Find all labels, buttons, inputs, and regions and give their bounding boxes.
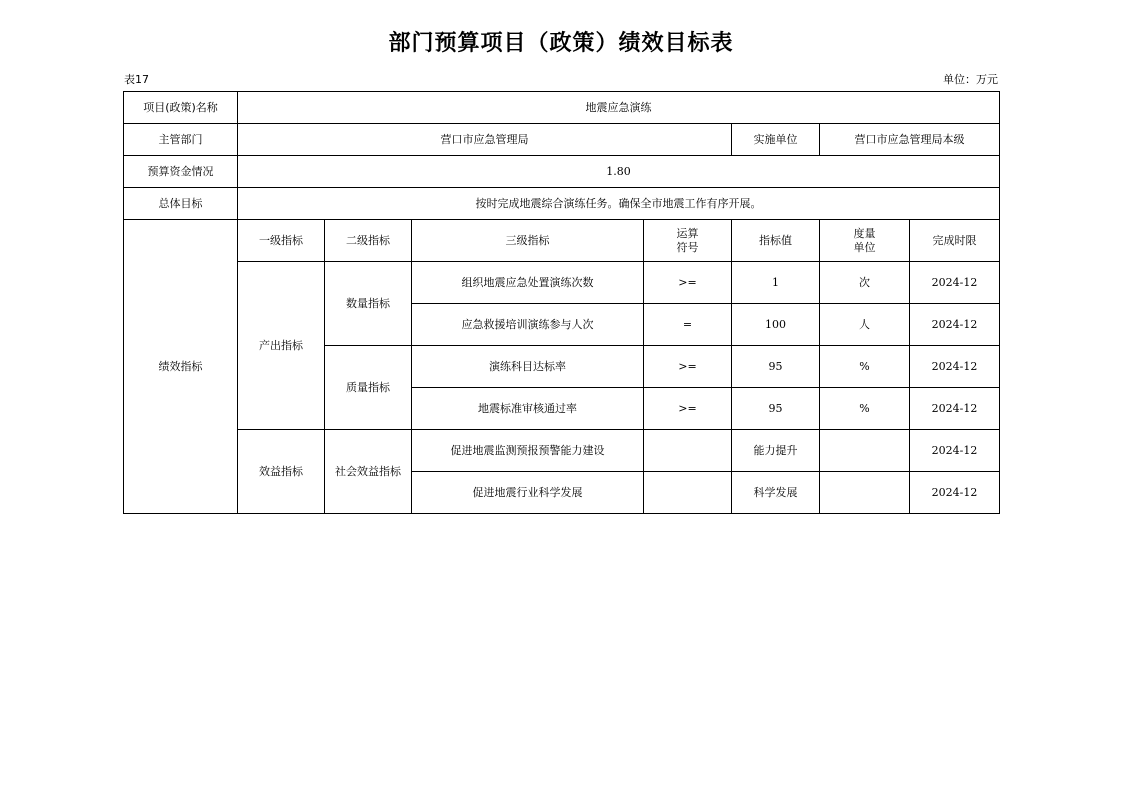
indicator-unit: 次 [820, 262, 910, 304]
group-benefit: 效益指标 [238, 430, 325, 514]
indicator-deadline: 2024-12 [910, 304, 1000, 346]
dept-label: 主管部门 [124, 124, 238, 156]
subgroup-social: 社会效益指标 [325, 430, 412, 514]
subgroup-quantity: 数量指标 [325, 262, 412, 346]
indicator-row [124, 262, 1000, 304]
page-title: 部门预算项目（政策）绩效目标表 [388, 31, 734, 56]
impl-unit-label: 实施单位 [732, 124, 820, 156]
indicator-name: 演练科目达标率 [412, 346, 644, 388]
header-l3: 三级指标 [412, 220, 644, 262]
indicator-deadline: 2024-12 [910, 388, 1000, 430]
indicator-unit [820, 472, 910, 514]
indicator-operator: >= [644, 262, 732, 304]
indicator-deadline: 2024-12 [910, 472, 1000, 514]
unit-label: 单位：万元 [943, 73, 998, 86]
indicator-operator: = [644, 304, 732, 346]
indicator-name: 促进地震监测预报预警能力建设 [412, 430, 644, 472]
indicator-operator: >= [644, 346, 732, 388]
impl-unit-value: 营口市应急管理局本级 [820, 124, 1000, 156]
indicator-value: 95 [732, 388, 820, 430]
budget-label: 预算资金情况 [124, 156, 238, 188]
header-l2: 二级指标 [325, 220, 412, 262]
header-operator-line1: 运算 [676, 226, 699, 240]
indicator-deadline: 2024-12 [910, 262, 1000, 304]
indicator-operator [644, 430, 732, 472]
project-row [124, 92, 1000, 124]
indicator-value: 科学发展 [732, 472, 820, 514]
indicator-name: 促进地震行业科学发展 [412, 472, 644, 514]
header-l1: 一级指标 [238, 220, 325, 262]
group-output: 产出指标 [238, 262, 325, 430]
budget-row [124, 156, 1000, 188]
project-name-value: 地震应急演练 [238, 92, 1000, 124]
indicator-name: 地震标准审核通过率 [412, 388, 644, 430]
indicator-deadline: 2024-12 [910, 346, 1000, 388]
indicator-row [124, 430, 1000, 472]
indicator-unit [820, 430, 910, 472]
header-operator [644, 220, 732, 262]
indicator-unit: % [820, 346, 910, 388]
indicator-header-row [124, 220, 1000, 262]
header-operator-line2: 符号 [676, 240, 699, 254]
table-number: 表17 [124, 73, 149, 86]
indicator-operator: >= [644, 388, 732, 430]
header-unit-line2: 单位 [853, 240, 876, 254]
budget-value: 1.80 [238, 156, 1000, 188]
indicator-unit: 人 [820, 304, 910, 346]
indicator-value: 1 [732, 262, 820, 304]
project-name-label: 项目(政策)名称 [124, 92, 238, 124]
goal-value: 按时完成地震综合演练任务。确保全市地震工作有序开展。 [238, 188, 1000, 220]
indicator-value: 能力提升 [732, 430, 820, 472]
header-deadline: 完成时限 [910, 220, 1000, 262]
goal-label: 总体目标 [124, 188, 238, 220]
indicator-name: 组织地震应急处置演练次数 [412, 262, 644, 304]
header-unit [820, 220, 910, 262]
dept-value: 营口市应急管理局 [238, 124, 732, 156]
header-unit-line1: 度量 [853, 226, 876, 240]
indicator-value: 100 [732, 304, 820, 346]
indicator-value: 95 [732, 346, 820, 388]
goal-row [124, 188, 1000, 220]
indicator-deadline: 2024-12 [910, 430, 1000, 472]
indicator-name: 应急救援培训演练参与人次 [412, 304, 644, 346]
subgroup-quality: 质量指标 [325, 346, 412, 430]
indicator-unit: % [820, 388, 910, 430]
perf-section-label: 绩效指标 [124, 220, 238, 514]
dept-row [124, 124, 1000, 156]
performance-table [123, 91, 1000, 514]
header-value: 指标值 [732, 220, 820, 262]
indicator-operator [644, 472, 732, 514]
